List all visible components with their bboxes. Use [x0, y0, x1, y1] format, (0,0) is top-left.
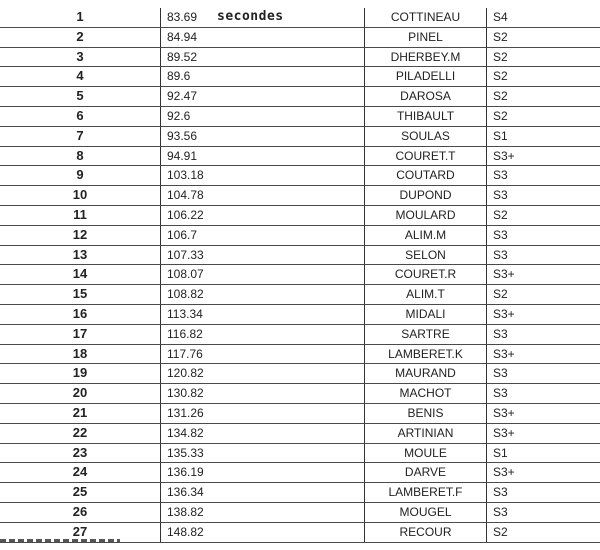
category-cell [487, 265, 600, 285]
rank-cell [0, 364, 161, 384]
category-cell [487, 502, 600, 522]
time-cell [161, 146, 365, 166]
table-row [0, 463, 600, 483]
category-cell [487, 364, 600, 384]
table-row [0, 106, 600, 126]
category-cell [487, 27, 600, 47]
category-cell [487, 106, 600, 126]
category-cell [487, 126, 600, 146]
time-cell-text: 106.7 [167, 227, 198, 242]
time-cell-text: 104.78 [167, 188, 204, 203]
table-row [0, 225, 600, 245]
category-cell [487, 146, 600, 166]
name-cell [365, 324, 487, 344]
rank-cell-text: 26 [72, 503, 88, 519]
category-cell [487, 67, 600, 87]
table-row [0, 324, 600, 344]
name-cell-text: ALIM.M [404, 227, 447, 242]
category-cell [487, 285, 600, 305]
category-cell [487, 47, 600, 67]
name-cell-text: ARTINIAN [397, 425, 454, 440]
category-cell [487, 423, 600, 443]
name-cell [365, 423, 487, 443]
cropped-footer-text [0, 539, 120, 542]
category-cell-text: S1 [493, 445, 508, 460]
rank-cell [0, 245, 161, 265]
name-cell-text: ALIM.T [406, 287, 445, 302]
time-cell [161, 443, 365, 463]
name-cell [365, 126, 487, 146]
time-cell [161, 27, 365, 47]
rank-cell [0, 502, 161, 522]
time-cell-text: 135.33 [167, 445, 204, 460]
rank-cell-text: 16 [72, 305, 88, 321]
name-cell-text: DUPOND [399, 188, 452, 203]
rank-cell-text: 3 [76, 48, 84, 64]
name-cell [365, 285, 487, 305]
category-cell-text: S3 [493, 168, 508, 183]
time-cell [161, 8, 365, 27]
time-cell-text: 117.76 [167, 346, 203, 361]
time-cell [161, 364, 365, 384]
name-cell [365, 344, 487, 364]
category-cell [487, 463, 600, 483]
category-cell [487, 483, 600, 503]
time-cell [161, 205, 365, 225]
name-cell-text: COTTINEAU [390, 10, 461, 24]
table-row [0, 403, 600, 423]
category-cell-text: S2 [493, 69, 508, 84]
name-cell [365, 186, 487, 206]
table-row [0, 87, 600, 107]
category-cell-text: S3 [493, 386, 508, 401]
category-cell-text: S3+ [493, 405, 515, 420]
name-cell-text: SARTRE [401, 326, 450, 341]
rank-cell [0, 384, 161, 404]
rank-cell [0, 126, 161, 146]
name-cell [365, 205, 487, 225]
name-cell [365, 443, 487, 463]
category-cell [487, 324, 600, 344]
name-cell [365, 364, 487, 384]
time-cell [161, 126, 365, 146]
rank-cell-text: 20 [72, 385, 88, 401]
table-row [0, 344, 600, 364]
time-cell [161, 87, 365, 107]
rank-cell-text: 22 [72, 424, 88, 440]
time-cell-text: 130.82 [167, 386, 204, 401]
rank-cell [0, 186, 161, 206]
time-cell [161, 403, 365, 423]
time-cell [161, 265, 365, 285]
time-cell-text: 131.26 [167, 405, 204, 420]
rank-cell [0, 27, 161, 47]
rank-cell [0, 106, 161, 126]
results-table-body [0, 8, 600, 542]
rank-cell-text: 17 [72, 325, 88, 341]
table-row [0, 364, 600, 384]
time-cell [161, 285, 365, 305]
category-cell [487, 87, 600, 107]
name-cell-text: COURET.T [395, 148, 456, 163]
name-cell-text: THIBAULT [396, 108, 455, 123]
results-sheet [0, 8, 600, 543]
rank-cell [0, 47, 161, 67]
category-cell-text: S3+ [493, 267, 515, 282]
rank-cell [0, 483, 161, 503]
name-cell [365, 304, 487, 324]
table-row [0, 146, 600, 166]
rank-cell [0, 225, 161, 245]
category-cell-text: S3 [493, 188, 508, 203]
table-row [0, 245, 600, 265]
rank-cell [0, 87, 161, 107]
category-cell-text: S1 [493, 128, 508, 143]
table-row [0, 27, 600, 47]
table-row [0, 265, 600, 285]
category-cell [487, 344, 600, 364]
time-cell-text: 113.34 [167, 306, 203, 321]
category-cell [487, 304, 600, 324]
table-row [0, 67, 600, 87]
rank-cell-text: 2 [76, 28, 84, 44]
table-row [0, 423, 600, 443]
time-cell-text: 108.07 [167, 267, 204, 282]
rank-cell [0, 344, 161, 364]
rank-cell [0, 166, 161, 186]
rank-cell-text: 25 [72, 484, 88, 500]
category-cell-text: S3 [493, 485, 508, 500]
time-cell-text: 108.82 [167, 287, 204, 302]
name-cell-text: SOULAS [401, 128, 450, 143]
category-cell-text: S3+ [493, 465, 515, 480]
category-cell [487, 225, 600, 245]
time-cell [161, 324, 365, 344]
name-cell [365, 67, 487, 87]
category-cell [487, 384, 600, 404]
time-cell-text: 94.91 [167, 148, 198, 163]
category-cell-text: S2 [493, 207, 508, 222]
name-cell-text: MAURAND [395, 366, 456, 381]
name-cell [365, 106, 487, 126]
time-cell [161, 225, 365, 245]
time-cell [161, 106, 365, 126]
time-cell-text: 89.52 [167, 49, 198, 64]
time-cell-text: 136.34 [167, 485, 204, 500]
rank-cell-text: 14 [72, 266, 88, 282]
time-cell [161, 344, 365, 364]
name-cell-text: PILADELLI [395, 69, 456, 84]
category-cell-text: S3 [493, 326, 508, 341]
rank-cell [0, 403, 161, 423]
name-cell-text: MACHOT [399, 386, 452, 401]
category-cell-text: S2 [493, 49, 508, 64]
rank-cell-text: 1 [76, 9, 84, 24]
rank-cell [0, 324, 161, 344]
name-cell [365, 166, 487, 186]
category-cell [487, 186, 600, 206]
name-cell-text: BENIS [407, 405, 444, 420]
rank-cell [0, 463, 161, 483]
name-cell-text: DAROSA [400, 89, 451, 104]
category-cell-text: S3 [493, 504, 508, 519]
name-cell [365, 502, 487, 522]
name-cell [365, 403, 487, 423]
name-cell [365, 384, 487, 404]
rank-cell [0, 205, 161, 225]
name-cell [365, 8, 487, 27]
table-row [0, 186, 600, 206]
time-cell-text: 83.69 [167, 10, 198, 24]
name-cell [365, 47, 487, 67]
name-cell-text: SELON [405, 247, 446, 262]
table-row [0, 483, 600, 503]
rank-cell-text: 21 [72, 404, 88, 420]
time-cell-text: 103.18 [167, 168, 204, 183]
rank-cell-text: 27 [72, 523, 88, 539]
results-table [0, 8, 600, 543]
time-cell-text: 92.47 [167, 89, 198, 104]
category-cell [487, 245, 600, 265]
name-cell [365, 265, 487, 285]
category-cell-text: S3 [493, 227, 508, 242]
time-cell [161, 522, 365, 542]
name-cell-text: DHERBEY.M [390, 49, 461, 64]
time-cell-text: 138.82 [167, 504, 204, 519]
name-cell-text: MOULE [404, 445, 447, 460]
rank-cell-text: 11 [73, 206, 87, 222]
name-cell [365, 87, 487, 107]
category-cell-text: S3+ [493, 425, 515, 440]
category-cell [487, 205, 600, 225]
rank-cell-text: 18 [72, 345, 88, 361]
time-cell-text: 136.19 [167, 465, 204, 480]
time-cell [161, 502, 365, 522]
rank-cell-text: 19 [72, 365, 88, 381]
time-cell [161, 166, 365, 186]
category-cell-text: S2 [493, 108, 508, 123]
name-cell-text: LAMBERET.K [388, 346, 463, 361]
rank-cell [0, 423, 161, 443]
rank-cell [0, 304, 161, 324]
rank-cell-text: 9 [76, 167, 84, 183]
rank-cell [0, 443, 161, 463]
time-cell-text: 89.6 [167, 69, 191, 84]
table-row [0, 47, 600, 67]
time-cell-text: 116.82 [167, 326, 203, 341]
time-cell [161, 423, 365, 443]
name-cell-text: DARVE [404, 465, 447, 480]
table-row [0, 443, 600, 463]
name-cell [365, 146, 487, 166]
rank-cell-text: 10 [72, 187, 88, 203]
rank-cell-text: 7 [76, 127, 84, 143]
rank-cell-text: 8 [76, 147, 84, 163]
category-cell-text: S3 [493, 247, 508, 262]
category-cell [487, 166, 600, 186]
category-cell-text: S3+ [493, 148, 515, 163]
rank-cell-text: 6 [76, 107, 84, 123]
name-cell-text: MOUGEL [399, 504, 452, 519]
category-cell-text: S2 [493, 524, 508, 539]
name-cell-text: MIDALI [405, 306, 446, 321]
time-cell [161, 463, 365, 483]
rank-cell-text: 12 [72, 226, 88, 242]
rank-cell [0, 8, 161, 27]
rank-cell [0, 67, 161, 87]
time-cell [161, 304, 365, 324]
table-row [0, 126, 600, 146]
name-cell-text: MOULARD [395, 207, 456, 222]
time-cell-text: 92.6 [167, 108, 191, 123]
rank-cell-text: 5 [76, 88, 84, 104]
name-cell-text: RECOUR [399, 524, 452, 539]
unit-label: secondes [217, 9, 284, 24]
time-cell-text: 84.94 [167, 29, 198, 44]
rank-cell-text: 13 [72, 246, 88, 262]
name-cell [365, 27, 487, 47]
time-cell [161, 67, 365, 87]
rank-cell [0, 265, 161, 285]
time-cell [161, 483, 365, 503]
category-cell-text: S2 [493, 89, 508, 104]
table-row [0, 304, 600, 324]
name-cell-text: LAMBERET.F [388, 485, 463, 500]
category-cell [487, 403, 600, 423]
table-row [0, 166, 600, 186]
table-row [0, 502, 600, 522]
rank-cell-text: 24 [72, 464, 88, 480]
category-cell-text: S4 [493, 10, 508, 24]
category-cell [487, 443, 600, 463]
time-cell-text: 148.82 [167, 524, 204, 539]
rank-cell-text: 15 [72, 286, 88, 302]
name-cell-text: COURET.R [394, 267, 457, 282]
table-row [0, 384, 600, 404]
time-cell-text: 134.82 [167, 425, 204, 440]
rank-cell-text: 23 [72, 444, 88, 460]
category-cell-text: S2 [493, 287, 508, 302]
name-cell-text: PINEL [408, 29, 443, 44]
category-cell-text: S2 [493, 29, 508, 44]
time-cell-text: 93.56 [167, 128, 198, 143]
table-row [0, 285, 600, 305]
table-row [0, 205, 600, 225]
time-cell [161, 384, 365, 404]
name-cell [365, 463, 487, 483]
category-cell-text: S3+ [493, 346, 515, 361]
time-cell-text: 106.22 [167, 207, 204, 222]
rank-cell [0, 146, 161, 166]
name-cell [365, 225, 487, 245]
name-cell-text: COUTARD [396, 168, 455, 183]
name-cell [365, 245, 487, 265]
category-cell [487, 8, 600, 27]
time-cell-text: 107.33 [167, 247, 204, 262]
time-cell [161, 186, 365, 206]
name-cell [365, 522, 487, 542]
table-row [0, 8, 600, 27]
rank-cell [0, 285, 161, 305]
time-cell [161, 47, 365, 67]
category-cell [487, 522, 600, 542]
category-cell-text: S3 [493, 366, 508, 381]
category-cell-text: S3+ [493, 306, 515, 321]
time-cell [161, 245, 365, 265]
rank-cell-text: 4 [76, 68, 84, 84]
time-cell-text: 120.82 [167, 366, 204, 381]
name-cell [365, 483, 487, 503]
